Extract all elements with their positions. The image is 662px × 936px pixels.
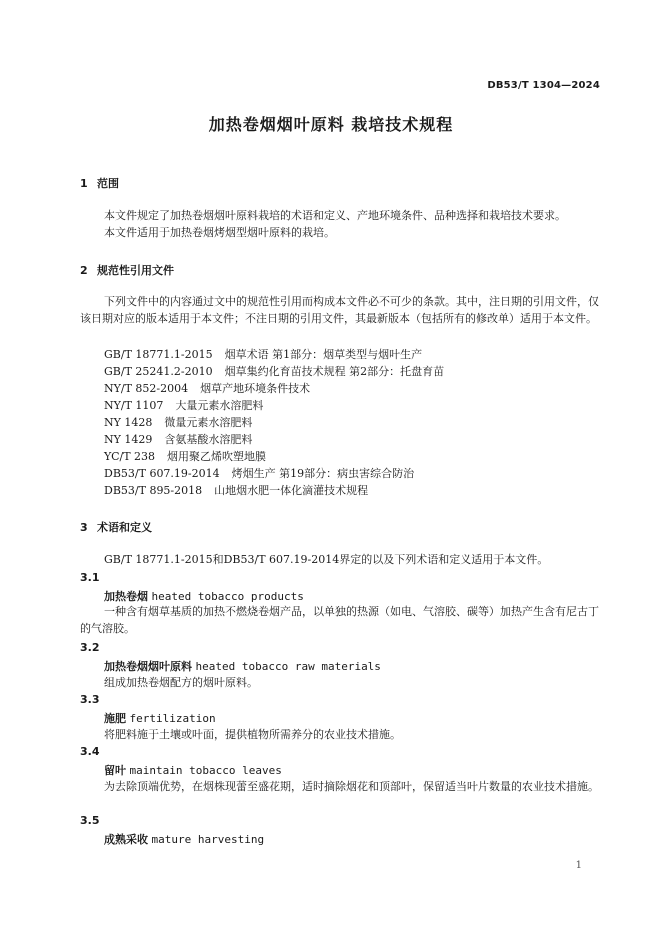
section-title: 范围 (97, 177, 119, 190)
term-chinese: 加热卷烟烟叶原料 (104, 660, 192, 673)
reference-item (104, 380, 310, 396)
reference-item (104, 431, 252, 447)
section-2-intro: 下列文件中的内容通过文中的规范性引用而构成本文件必不可少的条款。其中，注日期的引用文件，仅该日期对应的版本适用于本文件；不注日期的引用文件，其最新版本（包括所有的修改单）适用于本文件。 (80, 295, 599, 325)
term-number: 3.4 (80, 745, 100, 758)
section-1-paragraph-1: 本文件规定了加热卷烟烟叶原料栽培的术语和定义、产地环境条件、品种选择和栽培技术要求。 (104, 209, 566, 222)
reference-code: DB53/T 895-2018 (104, 484, 203, 497)
term-number: 3.3 (80, 693, 100, 706)
term-definition: 为去除顶端优势，在烟株现蕾至盛花期，适时摘除烟花和顶部叶，保留适当叶片数量的农业技术措施。 (104, 780, 599, 793)
term-definition: 一种含有烟草基质的加热不燃烧卷烟产品，以单独的热源（如电、气溶胶、碳等）加热产生含有尼古丁的气溶胶。 (80, 605, 599, 635)
section-title: 术语和定义 (97, 521, 152, 534)
term-heading (104, 658, 381, 674)
reference-title: 烟用聚乙烯吹塑地膜 (167, 450, 267, 463)
term-english: heated tobacco raw materials (195, 660, 381, 673)
reference-item (104, 414, 252, 430)
term-number: 3.1 (80, 571, 100, 584)
term-definition: 将肥料施于土壤或叶面，提供植物所需养分的农业技术措施。 (104, 728, 401, 741)
reference-title: 大量元素水溶肥料 (175, 399, 264, 412)
page-number: 1 (575, 860, 582, 871)
reference-title: 烟草术语 第1部分：烟草类型与烟叶生产 (224, 348, 423, 361)
term-chinese: 加热卷烟 (104, 590, 148, 603)
section-number: 3 (80, 521, 88, 534)
reference-title: 山地烟水肥一体化滴灌技术规程 (214, 484, 369, 497)
reference-code: NY/T 1107 (104, 399, 164, 412)
reference-item (104, 482, 368, 498)
term-number: 3.5 (80, 814, 100, 827)
term-chinese: 成熟采收 (104, 833, 148, 846)
term-heading (104, 710, 216, 726)
reference-title: 烟草产地环境条件技术 (200, 382, 311, 395)
reference-item (104, 363, 444, 379)
reference-item (104, 346, 422, 362)
section-number: 2 (80, 264, 88, 277)
term-number: 3.2 (80, 641, 100, 654)
term-english: fertilization (129, 712, 216, 725)
reference-item (104, 397, 263, 413)
reference-title: 烤烟生产 第19部分：病虫害综合防治 (231, 467, 415, 480)
term-heading (104, 588, 304, 604)
reference-title: 微量元素水溶肥料 (164, 416, 253, 429)
section-3-heading (80, 519, 152, 535)
term-english: maintain tobacco leaves (129, 764, 282, 777)
term-chinese: 留叶 (104, 764, 126, 777)
section-3-intro: GB/T 18771.1-2015和DB53/T 607.19-2014界定的以及下列术语和定义适用于本文件。 (104, 553, 549, 566)
section-title: 规范性引用文件 (97, 264, 174, 277)
term-english: heated tobacco products (151, 590, 304, 603)
reference-title: 烟草集约化育苗技术规程 第2部分：托盘育苗 (224, 365, 445, 378)
document-number: DB53/T 1304—2024 (487, 80, 600, 91)
reference-item (104, 448, 266, 464)
reference-code: GB/T 25241.2-2010 (104, 365, 213, 378)
term-heading (104, 762, 282, 778)
reference-code: YC/T 238 (104, 450, 156, 463)
section-number: 1 (80, 177, 88, 190)
reference-code: DB53/T 607.19-2014 (104, 467, 220, 480)
term-definition: 组成加热卷烟配方的烟叶原料。 (104, 676, 258, 689)
document-title: 加热卷烟烟叶原料 栽培技术规程 (208, 115, 454, 134)
reference-code: NY 1429 (104, 433, 153, 446)
section-1-heading (80, 175, 119, 191)
term-heading (104, 831, 264, 847)
term-chinese: 施肥 (104, 712, 126, 725)
reference-item (104, 465, 414, 481)
section-1-paragraph-2: 本文件适用于加热卷烟烤烟型烟叶原料的栽培。 (104, 226, 335, 239)
term-english: mature harvesting (151, 833, 265, 846)
reference-code: NY 1428 (104, 416, 153, 429)
reference-title: 含氨基酸水溶肥料 (164, 433, 253, 446)
reference-code: NY/T 852-2004 (104, 382, 189, 395)
reference-code: GB/T 18771.1-2015 (104, 348, 213, 361)
section-2-heading (80, 262, 174, 278)
